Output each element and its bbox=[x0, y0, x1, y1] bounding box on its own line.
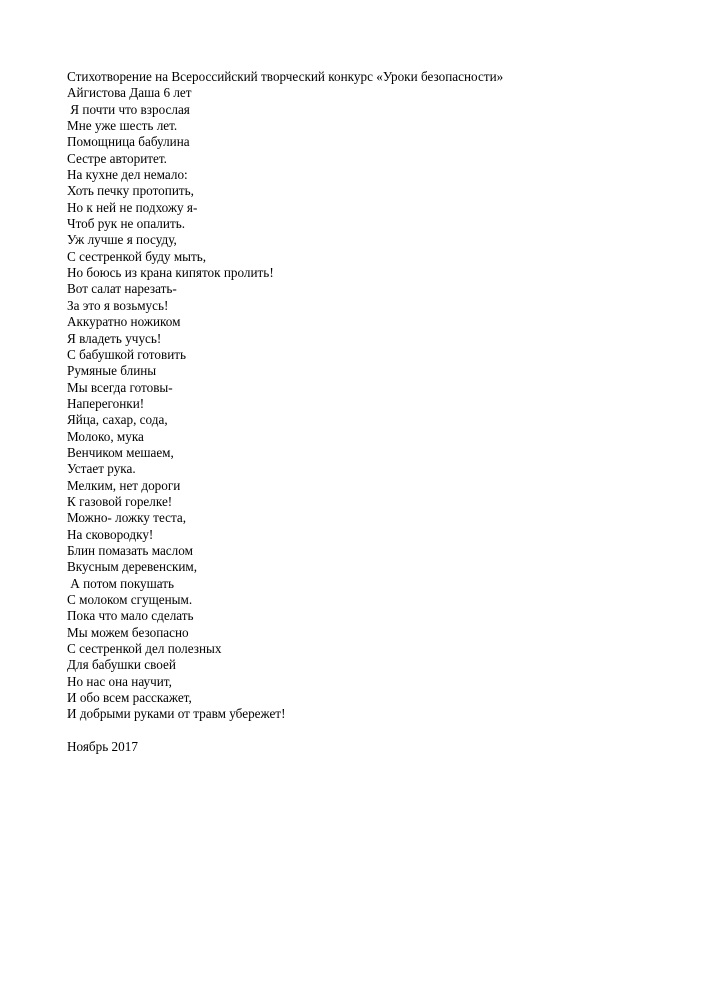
poem-line: И обо всем расскажет, bbox=[67, 690, 192, 706]
poem-line: Вкусным деревенским, bbox=[67, 559, 198, 575]
poem-line: Вот салат нарезать- bbox=[67, 281, 177, 297]
poem-line: Помощница бабулина bbox=[67, 134, 190, 150]
poem-line: Уж лучше я посуду, bbox=[67, 232, 177, 248]
poem-line: Чтоб рук не опалить. bbox=[67, 216, 186, 232]
date-line: Ноябрь 2017 bbox=[67, 739, 138, 755]
poem-line: Венчиком мешаем, bbox=[67, 444, 174, 460]
poem-line: На кухне дел немало: bbox=[67, 167, 188, 183]
poem-line: К газовой горелке! bbox=[67, 493, 173, 509]
poem-line: Но боюсь из крана кипяток пролить! bbox=[67, 265, 274, 281]
poem-line: С сестренкой дел полезных bbox=[67, 641, 222, 657]
poem-line: Можно- ложку теста, bbox=[67, 510, 187, 526]
author-line: Айгистова Даша 6 лет bbox=[67, 85, 192, 101]
poem-line: Мы всегда готовы- bbox=[67, 379, 173, 395]
poem-line: Но к ней не подхожу я- bbox=[67, 199, 198, 215]
poem-line: Устает рука. bbox=[67, 461, 136, 477]
poem-line: Я владеть учусь! bbox=[67, 330, 162, 346]
poem-line: Сестре авторитет. bbox=[67, 150, 167, 166]
poem-line: С сестренкой буду мыть, bbox=[67, 248, 207, 264]
poem-line: Молоко, мука bbox=[67, 428, 144, 444]
document-body bbox=[67, 69, 687, 755]
poem-line: Блин помазать маслом bbox=[67, 542, 193, 558]
poem-line: Мелким, нет дороги bbox=[67, 477, 181, 493]
poem bbox=[67, 102, 687, 723]
poem-line: Для бабушки своей bbox=[67, 657, 176, 673]
document-title: Стихотворение на Всероссийский творческий конкурс «Уроки безопасности» bbox=[67, 69, 504, 84]
poem-line: Но нас она научит, bbox=[67, 673, 172, 689]
poem-line: Пока что мало сделать bbox=[67, 608, 194, 624]
poem-line: Хоть печку протопить, bbox=[67, 183, 194, 199]
poem-line: Яйца, сахар, сода, bbox=[67, 412, 168, 428]
poem-line: Мне уже шесть лет. bbox=[67, 118, 178, 134]
blank-line bbox=[67, 723, 687, 739]
poem-line: За это я возьмусь! bbox=[67, 297, 169, 313]
poem-line: Наперегонки! bbox=[67, 395, 145, 411]
poem-line: На сковородку! bbox=[67, 526, 154, 542]
poem-line: Румяные блины bbox=[67, 363, 157, 379]
poem-line: С молоком сгущеным. bbox=[67, 592, 193, 607]
poem-line: Мы можем безопасно bbox=[67, 624, 189, 640]
poem-line: Аккуратно ножиком bbox=[67, 314, 181, 330]
poem-line: Я почти что взрослая bbox=[67, 101, 190, 117]
poem-line: И добрыми руками от травм убережет! bbox=[67, 706, 286, 722]
poem-line: С бабушкой готовить bbox=[67, 346, 187, 362]
poem-line: А потом покушать bbox=[67, 575, 175, 591]
